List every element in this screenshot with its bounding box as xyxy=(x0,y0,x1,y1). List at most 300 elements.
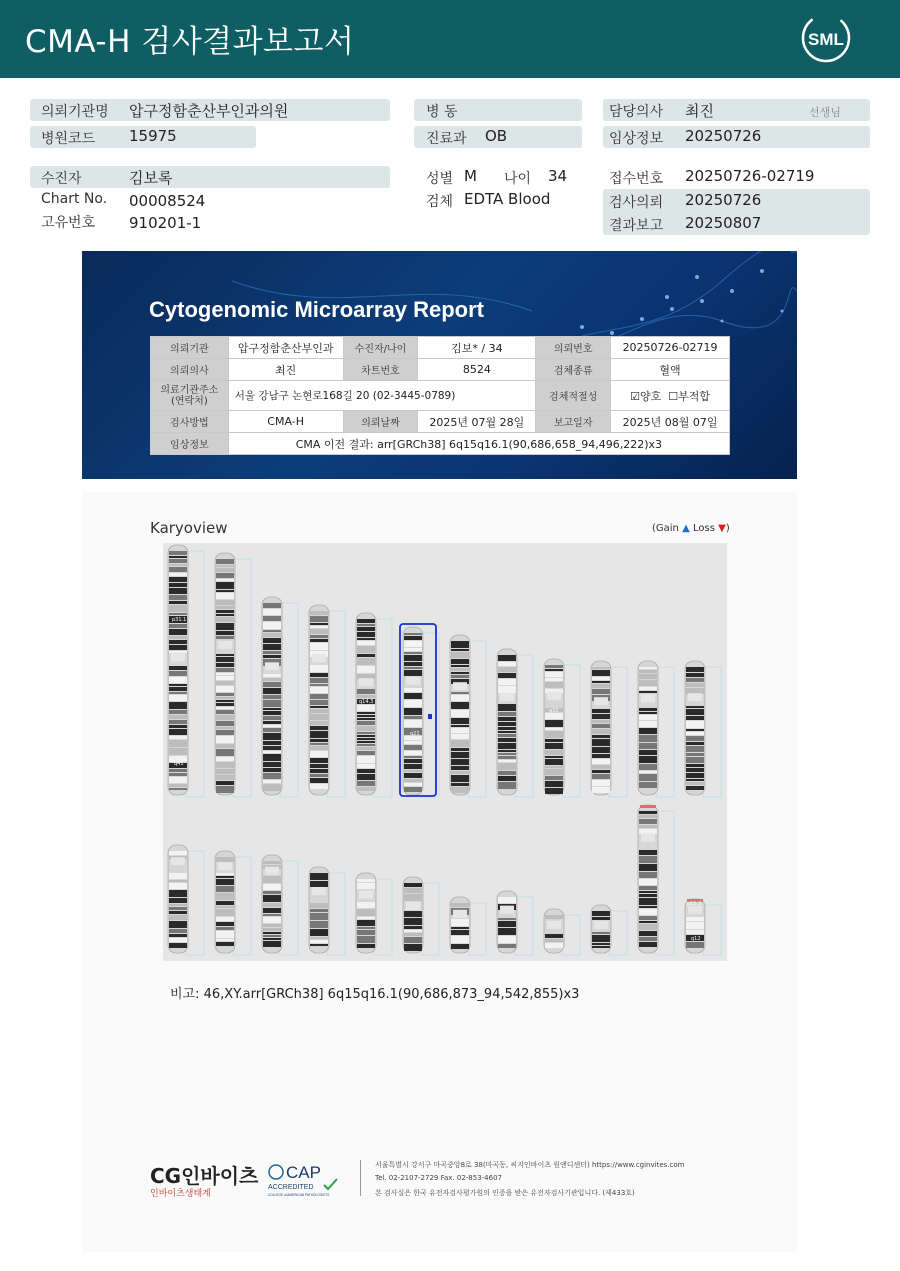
chromosome-band xyxy=(545,759,563,765)
chromosome-band xyxy=(169,851,187,855)
chromosome-band xyxy=(310,873,328,880)
patient-value: 김보록 xyxy=(129,169,173,187)
chromosome-band xyxy=(404,745,422,750)
centromere xyxy=(171,857,185,865)
chromosome-band xyxy=(169,687,187,691)
chromosome-band xyxy=(404,636,422,640)
chromosome-band xyxy=(639,924,657,930)
chromosome-band xyxy=(404,662,422,666)
chromosome-band xyxy=(216,565,234,567)
chromosome-band xyxy=(451,675,469,678)
centromere xyxy=(218,641,232,649)
chromosome-band xyxy=(357,936,375,943)
svg-text:SML: SML xyxy=(808,30,844,49)
chromosome-band xyxy=(216,593,234,599)
chromosome-band xyxy=(404,670,422,676)
report-row xyxy=(151,359,730,381)
chromosome-band xyxy=(639,825,657,828)
centromere xyxy=(453,910,467,918)
chromosome-band xyxy=(686,716,704,720)
chromosome-band xyxy=(216,749,234,756)
chromosome-band xyxy=(357,764,375,768)
chromosome-band xyxy=(639,750,657,755)
chromosome-guide xyxy=(327,611,345,797)
chromosome-band xyxy=(357,646,375,653)
chromosome-band xyxy=(404,688,422,692)
chromosome-band xyxy=(263,616,281,621)
chromosome-band xyxy=(404,652,422,654)
chromosome-band xyxy=(639,680,657,686)
chromosome-band xyxy=(169,636,187,639)
chromosome-band xyxy=(216,710,234,714)
chromosome-band xyxy=(686,779,704,781)
chromosome-band xyxy=(357,654,375,657)
chromosome-band xyxy=(169,788,187,790)
chromosome-band xyxy=(545,672,563,677)
chromosome-band xyxy=(451,695,469,701)
age-label: 나이 xyxy=(504,171,532,187)
chromosome-band xyxy=(169,640,187,644)
chromosome-band xyxy=(310,769,328,773)
chromosome-guide xyxy=(468,903,486,955)
chromosome-guide xyxy=(421,883,439,955)
result-label: 결과보고 xyxy=(609,218,664,234)
chromosome-band xyxy=(686,922,704,929)
centromere xyxy=(641,834,655,842)
chromosome-band xyxy=(169,880,187,882)
chromosome-band xyxy=(216,942,234,946)
chromosome-band xyxy=(686,917,704,921)
chromosome-band xyxy=(451,944,469,949)
chromosome-band xyxy=(216,721,234,726)
chromosome-band xyxy=(169,898,187,903)
chromosome-band xyxy=(498,771,516,775)
chromosome-band xyxy=(639,898,657,905)
chromosome-band xyxy=(498,782,516,789)
chromosome-band xyxy=(639,856,657,863)
chromosome-band xyxy=(169,573,187,576)
karyoview-legend: (Gain ▲ Loss ▼) xyxy=(652,523,730,534)
chromosome-band xyxy=(357,638,375,640)
chromosome-band xyxy=(263,784,281,791)
chromosome-band xyxy=(169,583,187,587)
chromosome-band xyxy=(310,709,328,713)
chromosome-band xyxy=(216,736,234,743)
chromosome-band xyxy=(310,684,328,686)
chromosome-guide xyxy=(186,851,204,955)
chromosome-band xyxy=(404,944,422,951)
chromosome-band xyxy=(216,697,234,699)
chromosome-band xyxy=(451,702,469,709)
chromosome-band xyxy=(169,773,187,776)
chromosome-band xyxy=(686,721,704,728)
chromosome-band xyxy=(451,659,469,664)
chromosome-band xyxy=(592,684,610,688)
chromosome-band xyxy=(169,929,187,933)
chromosome-band xyxy=(310,700,328,705)
chromosome-band xyxy=(451,903,469,907)
chromosome-band xyxy=(545,939,563,942)
chromosome-band xyxy=(404,759,422,763)
chromosome-band xyxy=(169,577,187,582)
chromosome-band xyxy=(310,778,328,783)
chromosome-band xyxy=(592,765,610,769)
report-title: Cytogenomic Microarray Report xyxy=(149,297,484,322)
chromosome-band xyxy=(451,652,469,658)
chromosome-guide xyxy=(656,667,674,797)
chromosome-band xyxy=(545,915,563,919)
chromosome-band xyxy=(686,930,704,934)
chromosome-band xyxy=(169,692,187,694)
centromere xyxy=(500,693,514,701)
cap-accredited-logo-icon xyxy=(266,1158,356,1198)
chromosome-band xyxy=(216,657,234,662)
chromosome-band xyxy=(169,873,187,879)
centromere xyxy=(688,693,702,701)
chromosome-band xyxy=(639,886,657,890)
chromosome-band xyxy=(310,751,328,757)
chromosome-guide xyxy=(515,655,533,797)
centromere xyxy=(500,906,514,914)
chromosome-band xyxy=(216,673,234,675)
chromosome-band xyxy=(310,721,328,725)
chromosome-band xyxy=(498,760,516,762)
chromosome-11 xyxy=(638,661,658,795)
chromosome-band xyxy=(357,632,375,637)
chromosome-band xyxy=(169,890,187,897)
chromosome-band xyxy=(686,742,704,745)
chromosome-band xyxy=(310,643,328,650)
chromosome-band xyxy=(498,734,516,737)
chromosome-band xyxy=(357,715,375,717)
chromosome-band xyxy=(592,774,610,779)
chromosome-band xyxy=(169,904,187,906)
chromosome-band xyxy=(592,770,610,773)
report-cell: 압구정함춘산부인과 xyxy=(228,337,343,359)
chromosome-band xyxy=(216,636,234,639)
chromosome-24 xyxy=(685,899,705,953)
chromosome-band xyxy=(639,872,657,878)
chromosome-band xyxy=(639,687,657,690)
chromosome-band xyxy=(639,756,657,763)
chromosome-band xyxy=(310,626,328,628)
report-cell: 의뢰기관 xyxy=(151,337,229,359)
chromosome-band xyxy=(169,934,187,937)
adequacy-good-label: 양호 xyxy=(639,389,662,403)
chromosome-band xyxy=(498,750,516,752)
report-cell: 의뢰번호 xyxy=(536,337,611,359)
chromosome-band xyxy=(592,946,610,948)
report-row xyxy=(151,337,730,359)
chromosome-band xyxy=(404,655,422,661)
chromosome-20 xyxy=(497,891,517,953)
chromosome-band xyxy=(498,731,516,733)
chromosome-band xyxy=(545,934,563,938)
chromosome-band xyxy=(263,754,281,761)
chromosome-10 xyxy=(591,661,611,795)
chromosome-band xyxy=(451,783,469,786)
chromosome-band xyxy=(404,741,422,744)
chromosome-band xyxy=(310,731,328,738)
chromosome-band xyxy=(310,929,328,936)
chromosome-band xyxy=(592,780,610,786)
chromosome-band xyxy=(216,781,234,785)
chart-value: 00008524 xyxy=(129,192,206,210)
svg-text:ACCREDITED: ACCREDITED xyxy=(268,1184,314,1191)
chromosome-band xyxy=(639,712,657,714)
chromosome-band xyxy=(263,630,281,632)
chromosome-band xyxy=(263,891,281,894)
chromosome-band xyxy=(357,944,375,948)
chromosome-band xyxy=(545,766,563,768)
chromosome-band xyxy=(686,782,704,785)
chromosome-band xyxy=(592,932,610,934)
chromosome-band xyxy=(216,931,234,938)
report-cell: 수진자/나이 xyxy=(343,337,418,359)
centromere xyxy=(453,682,467,690)
report-adequacy-cell xyxy=(611,381,730,411)
chromosome-band xyxy=(169,725,187,728)
chromosome-band xyxy=(263,780,281,783)
chromosome-band xyxy=(216,906,234,908)
chromosome-band xyxy=(263,682,281,687)
chromosome-band xyxy=(686,706,704,708)
chromosome-band xyxy=(545,769,563,775)
chromosome-band xyxy=(169,729,187,735)
chromosome-band xyxy=(498,667,516,672)
chromosome-band xyxy=(357,774,375,780)
chromosome-band xyxy=(263,751,281,753)
chromosome-band xyxy=(404,894,422,901)
chromosome-band xyxy=(451,919,469,926)
chromosome-band xyxy=(639,743,657,749)
chromosome-band xyxy=(498,717,516,721)
chromosome-band xyxy=(498,704,516,711)
chromosome-band xyxy=(639,906,657,908)
chromosome-band xyxy=(216,893,234,900)
chromosome-band xyxy=(169,559,187,563)
chromosome-13 xyxy=(168,845,188,953)
chromosome-band xyxy=(639,811,657,814)
band-label: p31.1 xyxy=(172,617,187,623)
chromosome-band xyxy=(357,695,375,698)
chromosome-band xyxy=(545,776,563,780)
gain-marker xyxy=(428,714,432,719)
chromosome-band xyxy=(639,942,657,947)
chromosome-band xyxy=(639,864,657,871)
chromosome-band xyxy=(169,629,187,635)
centromere xyxy=(265,662,279,670)
chromosome-band xyxy=(404,926,422,929)
chromosome-band xyxy=(169,710,187,714)
chromosome-band xyxy=(216,663,234,667)
chromosome-band xyxy=(545,682,563,688)
chromosome-band xyxy=(498,743,516,749)
chromosome-band xyxy=(404,720,422,727)
chromosome-band xyxy=(310,881,328,887)
chromosome-band xyxy=(357,624,375,626)
chromosome-band xyxy=(498,712,516,716)
chromosome-band xyxy=(545,943,563,948)
chromosome-band xyxy=(498,918,516,920)
chromosome-band xyxy=(686,678,704,682)
chromosome-band xyxy=(357,666,375,673)
chromosome-band xyxy=(498,655,516,661)
legend-gain-label: Gain xyxy=(655,523,679,534)
chromosome-guide xyxy=(374,879,392,955)
chromosome-band xyxy=(639,771,657,773)
chromosome-band xyxy=(404,708,422,715)
chromosome-band xyxy=(169,921,187,928)
chromosome-band xyxy=(404,911,422,917)
chromosome-band xyxy=(263,688,281,694)
chromosome-band xyxy=(592,739,610,746)
footer-divider xyxy=(360,1160,361,1196)
chromosome-3 xyxy=(262,597,282,795)
chromosome-band xyxy=(357,721,375,725)
chromosome-band xyxy=(404,716,422,719)
chromosome-band xyxy=(639,728,657,734)
chromosome-band xyxy=(592,754,610,758)
chromosome-band xyxy=(263,884,281,890)
chromosome-band xyxy=(592,670,610,676)
chromosome-band xyxy=(592,911,610,916)
chromosome-band xyxy=(686,786,704,790)
chromosome-band xyxy=(357,738,375,740)
chromosome-band xyxy=(263,644,281,650)
result-value: 20250807 xyxy=(685,214,762,232)
centromere xyxy=(312,887,326,895)
chromosome-14 xyxy=(215,851,235,953)
report-address-cell: 서울 강남구 논현로168길 20 (02-3445-0789) xyxy=(228,381,536,411)
chromosome-9 xyxy=(544,659,564,795)
chromosome-band xyxy=(686,688,704,694)
chromosome-band xyxy=(357,741,375,743)
chromosome-band xyxy=(357,732,375,734)
chromosome-1 xyxy=(168,545,188,795)
chromosome-band xyxy=(263,895,281,902)
department-value: OB xyxy=(485,127,508,145)
chromosome-band xyxy=(357,927,375,929)
chromosome-band xyxy=(310,665,328,672)
chromosome-band xyxy=(263,938,281,940)
chromosome-band xyxy=(686,764,704,767)
chromosome-band xyxy=(216,676,234,680)
doctor-value: 최진 xyxy=(685,102,714,120)
chromosome-band xyxy=(169,684,187,686)
band-label: p22.2 xyxy=(407,641,422,647)
chromosome-band xyxy=(639,921,657,923)
chromosome-band xyxy=(545,678,563,681)
chromosome-band xyxy=(263,655,281,658)
chromosome-band xyxy=(310,673,328,677)
chromosome-band xyxy=(592,735,610,738)
chromosome-band xyxy=(686,746,704,752)
chromosome-band xyxy=(404,751,422,755)
chromosome-band xyxy=(639,850,657,855)
chromosome-band xyxy=(310,714,328,720)
chromosome-band xyxy=(216,614,234,616)
chromosome-band xyxy=(169,769,187,772)
chromosome-band xyxy=(639,894,657,897)
chromosome-band xyxy=(639,909,657,915)
chromosome-band xyxy=(310,616,328,622)
centromere xyxy=(406,902,420,910)
chromosome-band xyxy=(216,727,234,729)
chart-label: Chart No. xyxy=(41,191,108,207)
chromosome-band xyxy=(216,927,234,930)
chromosome-band xyxy=(357,627,375,631)
chromosome-band xyxy=(404,693,422,699)
report-cell: 임상정보 xyxy=(151,433,229,455)
chromosome-band xyxy=(310,687,328,693)
chromosome-guide xyxy=(562,915,580,955)
chromosome-band xyxy=(263,917,281,923)
report-cell: 검체종류 xyxy=(536,359,611,381)
chromosome-band xyxy=(263,725,281,727)
chromosome-band xyxy=(169,938,187,942)
chromosome-18 xyxy=(403,877,423,953)
chromosome-band xyxy=(545,669,563,671)
centromere xyxy=(594,921,608,929)
chromosome-band xyxy=(216,744,234,748)
chromosome-band xyxy=(169,613,187,615)
chromosome-band xyxy=(639,891,657,893)
chromosome-band xyxy=(451,710,469,717)
band-label: q12 xyxy=(174,677,184,683)
chromosome-band xyxy=(216,715,234,720)
chromosome-guide xyxy=(656,811,674,955)
report-cell: 검체적절성 xyxy=(536,381,611,411)
centromere xyxy=(359,891,373,899)
specimen-value: EDTA Blood xyxy=(464,190,551,208)
chromosome-band xyxy=(451,759,469,765)
chromosome-19 xyxy=(450,897,470,953)
band-label: q21 xyxy=(410,731,420,737)
chromosome-band xyxy=(216,681,234,685)
chromosome-band xyxy=(404,633,422,635)
chromosome-band xyxy=(404,779,422,782)
chromosome-band xyxy=(357,689,375,694)
chromosome-band xyxy=(216,730,234,735)
chromosome-guide xyxy=(609,911,627,955)
chromosome-band xyxy=(263,695,281,699)
report-banner xyxy=(82,251,797,479)
chromosome-guide xyxy=(703,667,721,797)
centromere xyxy=(218,862,232,870)
chromosome-band xyxy=(686,667,704,672)
chromosome-band xyxy=(451,740,469,747)
chromosome-band xyxy=(169,736,187,739)
centromere xyxy=(641,695,655,703)
chromosome-band xyxy=(169,567,187,572)
chromosome-band xyxy=(263,721,281,724)
chromosome-band xyxy=(169,671,187,676)
chromosome-band xyxy=(357,879,375,882)
chromosome-band xyxy=(357,920,375,926)
chromosome-band xyxy=(263,924,281,927)
chromosome-band xyxy=(169,601,187,604)
chromosome-guide xyxy=(374,619,392,797)
chromosome-band xyxy=(451,665,469,667)
chromosome-band xyxy=(404,783,422,786)
chromosome-band xyxy=(169,605,187,612)
chromosome-12 xyxy=(685,661,705,795)
chromosome-band xyxy=(263,876,281,883)
chromosome-band xyxy=(169,651,187,653)
chromosome-band xyxy=(263,941,281,947)
report-cell: 검사방법 xyxy=(151,411,229,433)
